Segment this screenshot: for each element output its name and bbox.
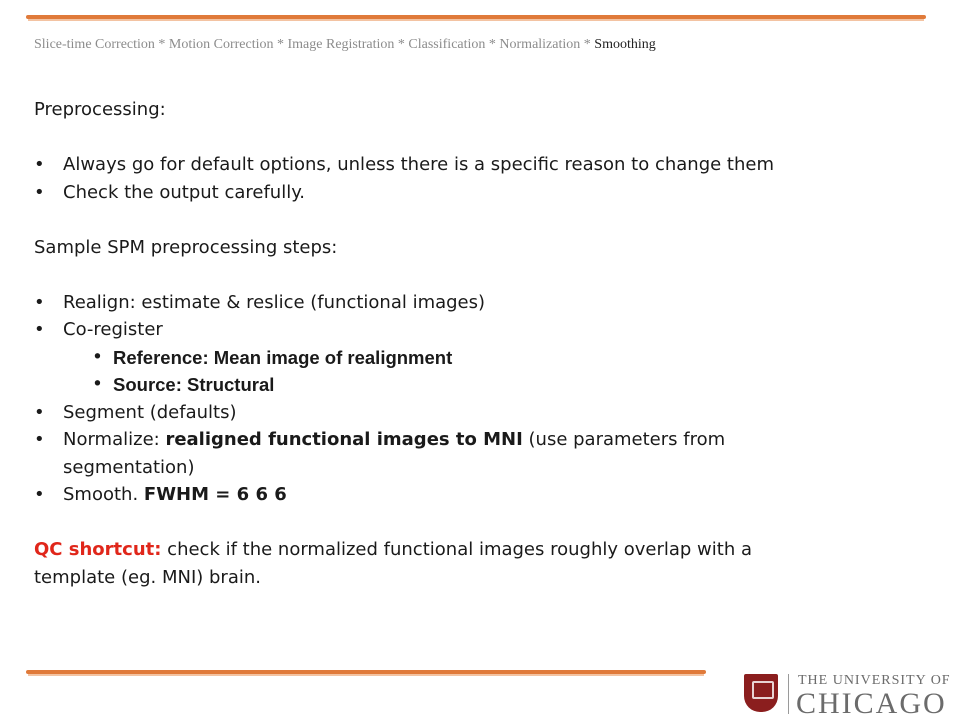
breadcrumb-current-step: Smoothing — [594, 37, 656, 52]
normalize-suffix: (use parameters from segmentation) — [63, 429, 726, 478]
normalize-prefix: Normalize: — [63, 429, 166, 450]
step-smooth — [34, 481, 794, 509]
bullet-default-options: • Always go for default options, unless there is a specific reason to change them — [34, 151, 794, 179]
qc-text: check if the normalized functional images roughly overlap with a template (eg. MNI) brain. — [34, 539, 752, 588]
step-normalize — [34, 426, 794, 481]
qc-label: QC shortcut: — [34, 539, 162, 560]
step-segment: • Segment (defaults) — [34, 399, 794, 427]
coregister-reference: • Reference: Mean image of realignment — [34, 344, 794, 372]
top-accent-shadow — [28, 19, 924, 21]
logo-text-line2: CHICAGO — [796, 687, 947, 720]
smooth-fwhm: FWHM = 6 6 6 — [143, 484, 287, 505]
logo-text-line1: THE UNIVERSITY OF — [798, 673, 951, 688]
university-logo — [742, 670, 956, 718]
university-seal-icon — [744, 674, 778, 712]
breadcrumb-steps: Slice-time Correction * Motion Correction * Image Registration * Classification * Normalization * — [34, 37, 595, 52]
logo-divider — [788, 674, 789, 714]
bullet-check-output: • Check the output carefully. — [34, 179, 794, 207]
qc-shortcut — [34, 536, 794, 591]
step-coregister: • Co-register — [34, 316, 794, 344]
step-realign: • Realign: estimate & reslice (functional images) — [34, 289, 794, 317]
spm-steps-heading: Sample SPM preprocessing steps: — [34, 236, 338, 258]
normalize-target: realigned functional images to MNI — [165, 429, 523, 450]
section-breadcrumb — [34, 37, 656, 53]
bottom-accent-shadow — [28, 674, 704, 676]
coregister-source: • Source: Structural — [34, 371, 794, 399]
preprocessing-heading: Preprocessing: — [34, 99, 166, 120]
smooth-prefix: Smooth. — [63, 484, 144, 505]
slide-body — [34, 96, 794, 591]
